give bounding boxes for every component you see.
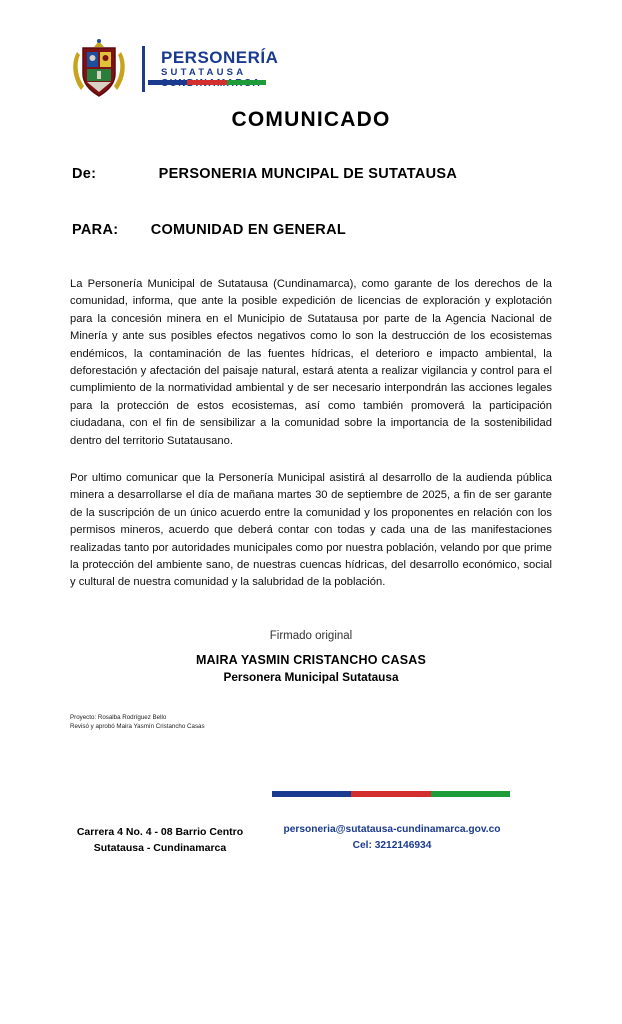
footer-address-line2: Sutatausa - Cundinamarca bbox=[93, 842, 227, 854]
footer-address-line1: Carrera 4 No. 4 - 08 Barrio Centro bbox=[76, 826, 244, 838]
body-paragraph-1: La Personería Municipal de Sutatausa (Cundinamarca), como garante de los derechos de la comunidad, informa, que ante la posible expedición de licencias de exploración y explotación para la concesión minera en el Municipio de Sutatausa por parte de la Agencia Nacional de Minería y ante sus posibles efectos negativos como lo son la destrucción de los ecosistemas endémicos, la contaminación de las fuentes hídricas, el deterioro e impacto ambiental, la deforestación y afectación del paisaje natural, estará atenta a realizar vigilancia y control para el cumplimiento de la normatividad ambiental y de ser necesario interpondrán las acciones legales para la protección de estos ecosistemas, así como también promoverá la participación ciudadana, con el fin de sensibilizar a la comunidad sobre la importancia de la sostenibilidad dentro del territorio Sutatausano. bbox=[70, 278, 552, 447]
brand-municipality: SUTATAUSA bbox=[161, 66, 247, 78]
page-title: COMUNICADO bbox=[231, 108, 391, 131]
de-label: De: bbox=[72, 166, 97, 182]
footer-contact bbox=[272, 822, 512, 854]
signatory-role: Personera Municipal Sutatausa bbox=[223, 670, 399, 684]
meta-projected-by: Proyecto: Rosalba Rodríguez Bello bbox=[70, 714, 167, 721]
addressing-de bbox=[72, 166, 457, 182]
signature-note: Firmado original bbox=[269, 630, 353, 642]
addressing-para bbox=[72, 222, 346, 238]
footer-phone: Cel: 3212146934 bbox=[352, 840, 432, 851]
footer-email[interactable]: personeria@sutatausa-cundinamarca.gov.co bbox=[283, 824, 501, 835]
brand-stripes bbox=[148, 80, 266, 85]
signatory-name: MAIRA YASMIN CRISTANCHO CASAS bbox=[195, 653, 427, 667]
letterhead bbox=[70, 38, 278, 100]
body-paragraph-2: Por ultimo comunicar que la Personería Municipal asistirá al desarrollo de la audienda pública minera a desarrollarse el día de mañana martes 30 de septiembre de 2025, a fin de ser garante de la suscripción de un único acuerdo entre la comunidad y los proponentes en relación con los permisos mineros, acuerdo que deberá contar con todas y cada una de las manifestaciones realizadas tanto por autoridades municipales como por nuestra población, velando por que prime la protección del ambiente sano, de nuestras cuencas hídricas, del desarrollo económico, social y cultural de nuestra comunidad y la salubridad de la población. bbox=[70, 472, 552, 589]
coat-of-arms-icon bbox=[70, 38, 128, 100]
footer-stripes bbox=[272, 791, 510, 797]
de-value: PERSONERIA MUNCIPAL DE SUTATAUSA bbox=[158, 166, 458, 182]
brand-title: PERSONERÍA bbox=[161, 47, 279, 67]
para-value: COMUNIDAD EN GENERAL bbox=[150, 222, 346, 238]
meta-reviewed-by: Revisó y aprobó Maira Yasmín Cristancho Casas bbox=[70, 723, 205, 730]
footer-address bbox=[60, 824, 260, 856]
letterhead-divider bbox=[142, 46, 145, 92]
para-label: PARA: bbox=[72, 222, 119, 238]
